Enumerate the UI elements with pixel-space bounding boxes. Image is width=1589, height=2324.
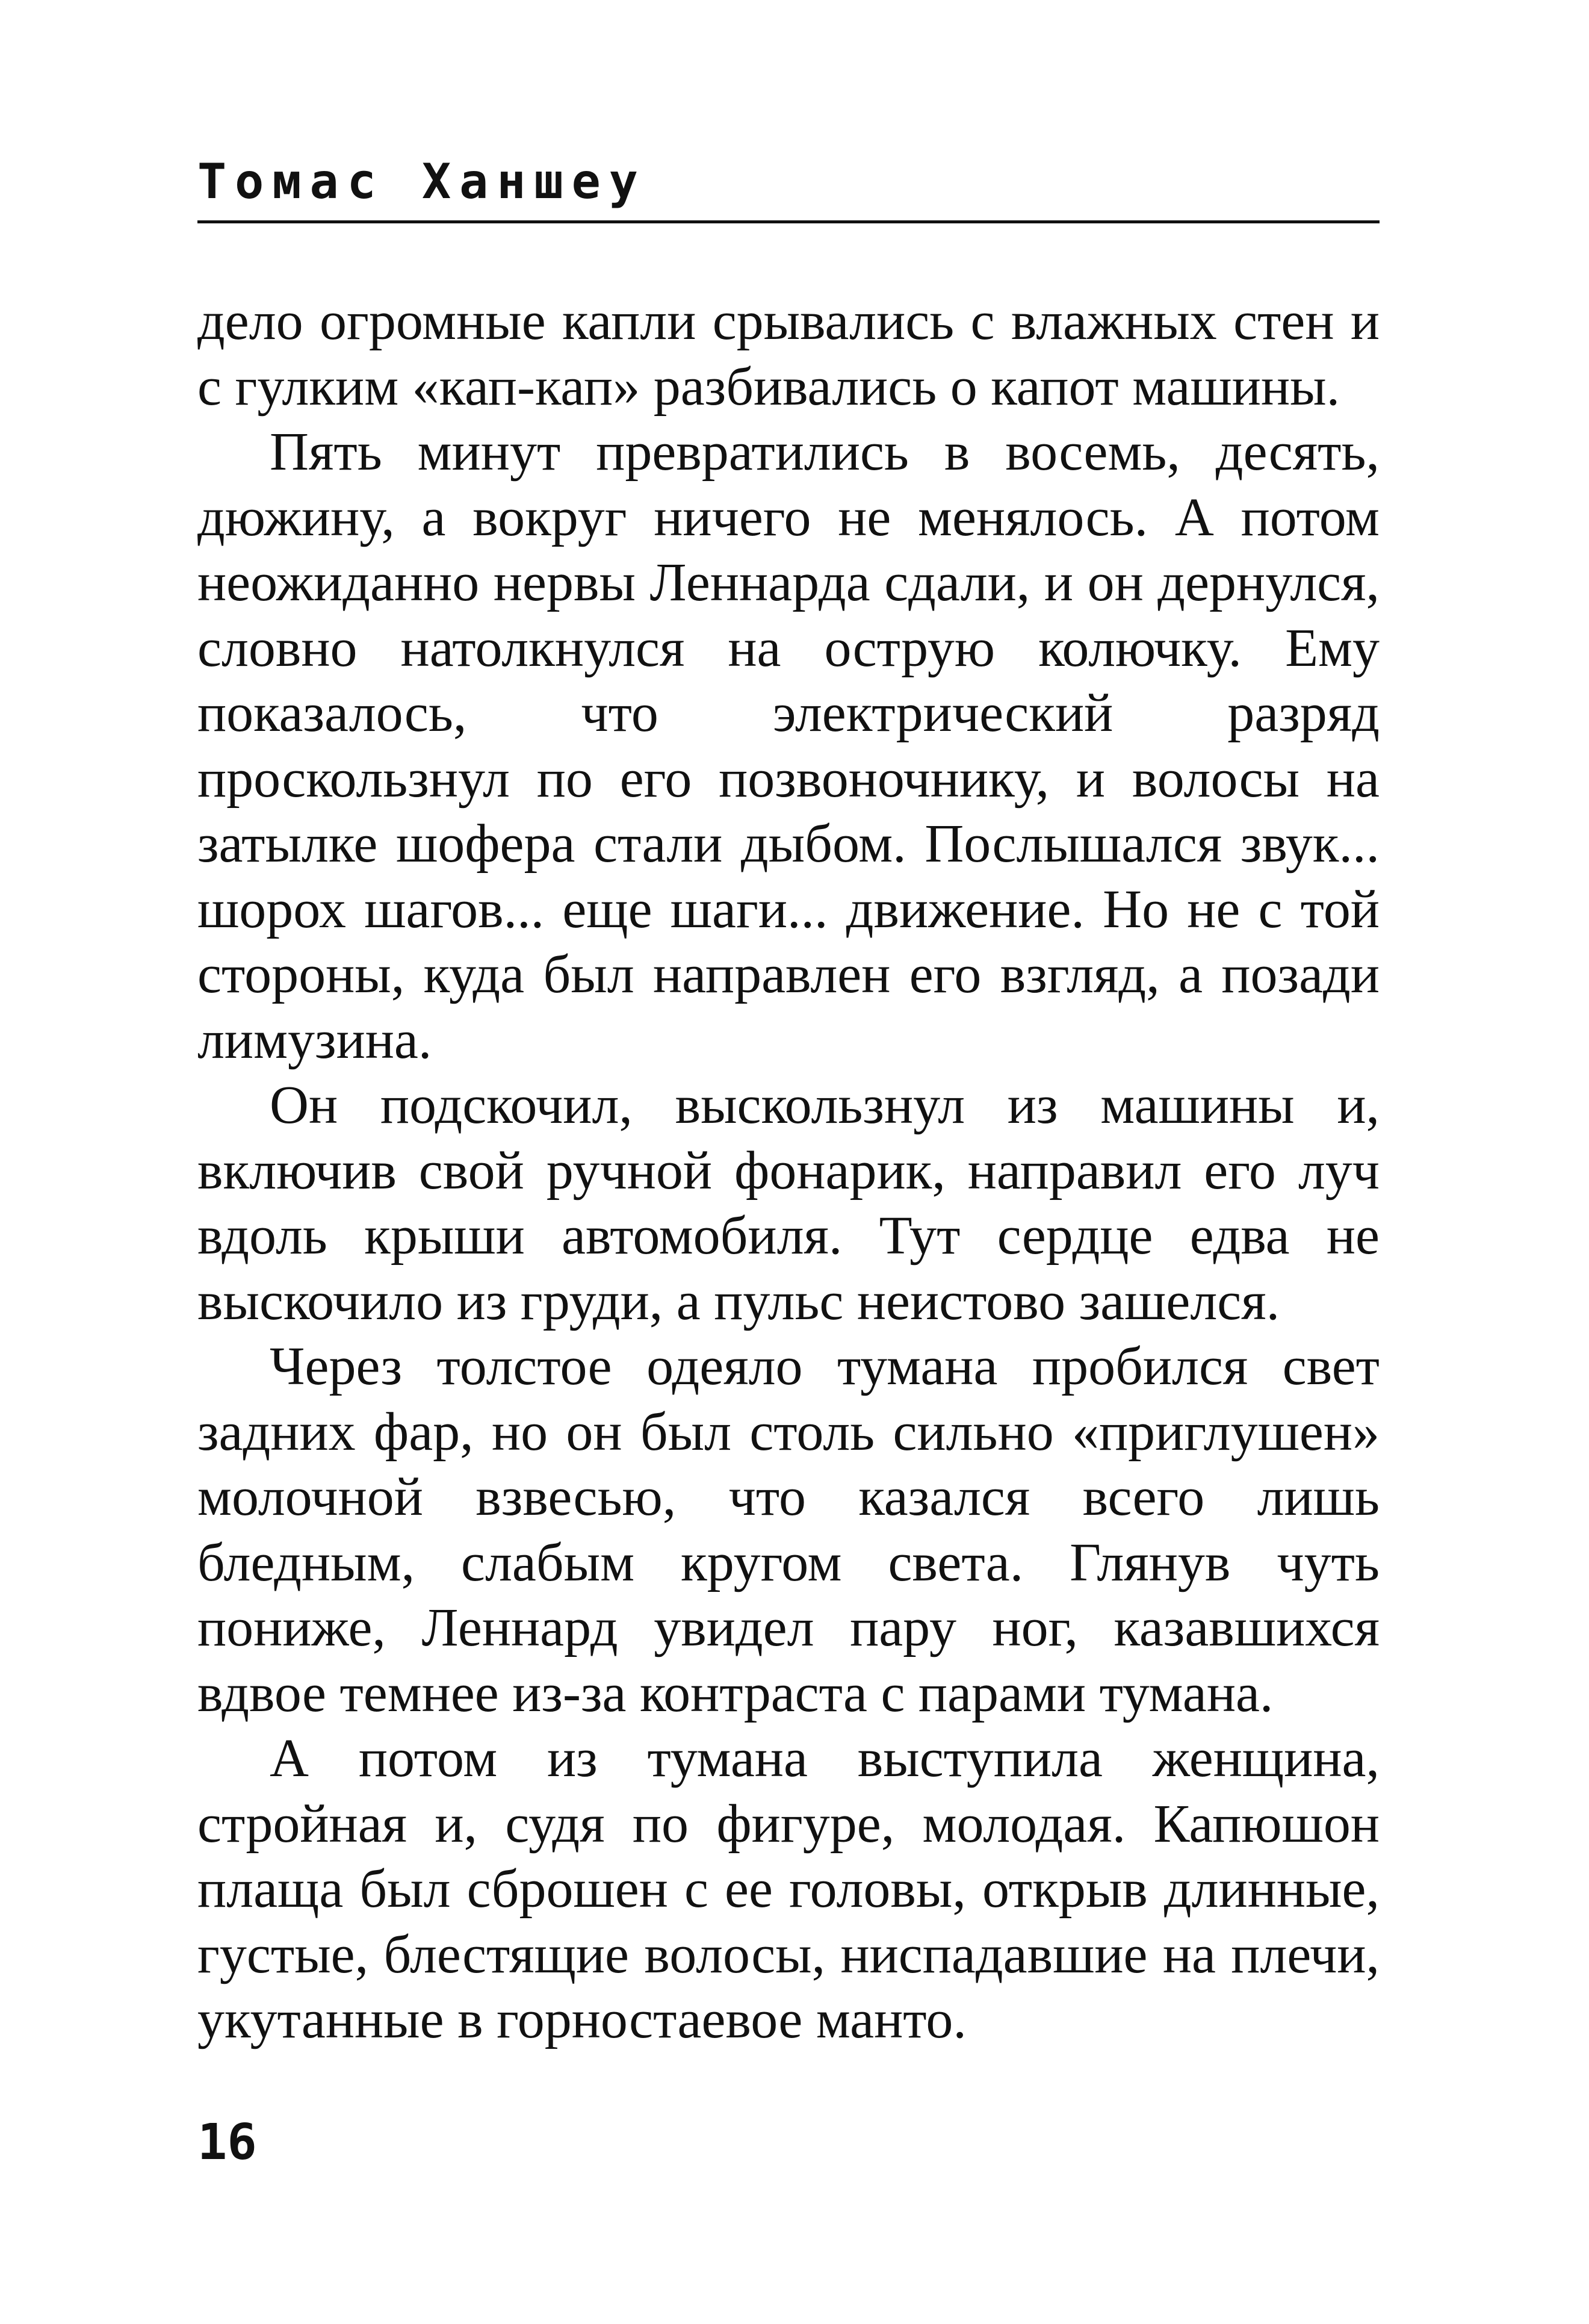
header-rule — [197, 220, 1380, 223]
running-head-author: Томас Ханшеу — [197, 154, 646, 210]
body-text — [197, 289, 1380, 2053]
paragraph: А потом из тумана выступила женщина, стройная и, судя по фигуре, молодая. Капюшон плаща был сброшен с ее головы, открыв длинные, густые, блестящие волосы, ниспадавшие на плечи, укутанные в горностаевое манто. — [197, 1729, 1380, 2049]
page-number: 16 — [197, 2114, 257, 2171]
paragraph: Он подскочил, выскользнул из машины и, включив свой ручной фонарик, направил его луч вдоль крыши автомобиля. Тут сердце едва не выскочило из груди, а пульс неистово зашелся. — [197, 1075, 1380, 1331]
paragraph: Пять минут превратились в восемь, десять, дюжину, а вокруг ничего не менялось. А потом неожиданно нервы Леннарда сдали, и он дернулся, словно натолкнулся на острую колючку. Ему показалось, что электрический разряд проскользнул по его позвоночнику, и волосы на затылке шофера стали дыбом. Послышался звук... шорох шагов... еще шаги... движение. Но не с той стороны, куда был направлен его взгляд, а позади лимузина. — [197, 422, 1380, 1070]
paragraph-continued: дело огромные капли срывались с влажных стен и с гулким «кап-кап» разбивались о капот машины. — [197, 291, 1380, 417]
paragraph: Через толстое одеяло тумана пробился свет задних фар, но он был столь сильно «приглушен» молочной взвесью, что казался всего лишь бледным, слабым кругом света. Глянув чуть пониже, Леннард увидел пару ног, казавшихся вдвое темнее из-за контраста с парами тумана. — [197, 1337, 1380, 1723]
